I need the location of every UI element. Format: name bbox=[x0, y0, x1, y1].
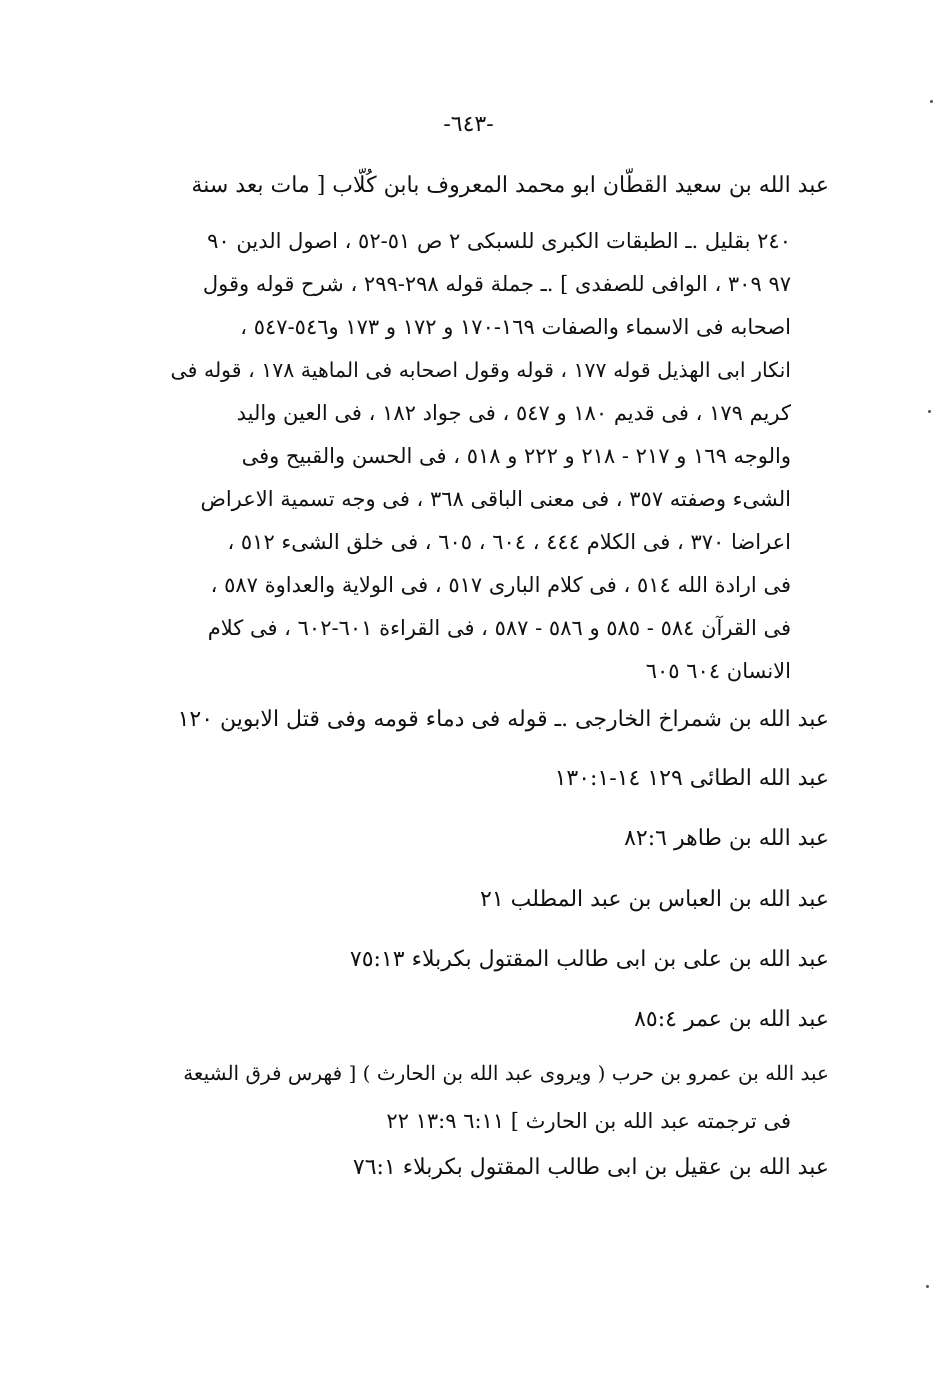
entry-line: اصحابه فى الاسماء والصفات ١٦٩-١٧٠ و ١٧٢ و ١٧٣ و٥٤٦-٥٤٧ ، bbox=[240, 315, 791, 339]
entry-heading: عبد الله بن عمرو بن حرب ( ويروى عبد الله بن الحارث ) [ فهرس فرق الشيعة bbox=[183, 1061, 829, 1085]
scan-speck bbox=[930, 100, 933, 103]
entry-line: والوجه ١٦٩ و ٢١٧ - ٢١٨ و ٢٢٢ و ٥١٨ ، فى الحسن والقبيح وفى bbox=[241, 444, 791, 468]
entry-line: ٩٧ ٣٠٩ ، الوافى للصفدى ] .ـ جملة قوله ٢٩٨-٢٩٩ ، شرح قوله وقول bbox=[202, 272, 791, 296]
entry-line: ٢٤٠ بقليل .ـ الطبقات الكبرى للسبكى ٢ ص ٥١-٥٢ ، اصول الدين ٩٠ bbox=[207, 229, 791, 253]
entry-heading: عبد الله بن عقيل بن ابى طالب المقتول بكربلاء ٧٦:١ bbox=[352, 1155, 829, 1180]
entry-heading: عبد الله بن عمر ٨٥:٤ bbox=[634, 1007, 829, 1032]
entry-line: الشىء وصفته ٣٥٧ ، فى معنى الباقى ٣٦٨ ، فى وجه تسمية الاعراض bbox=[200, 487, 791, 511]
entry-line: فى ارادة الله ٥١٤ ، فى كلام البارى ٥١٧ ، فى الولاية والعداوة ٥٨٧ ، bbox=[210, 573, 791, 597]
scan-speck bbox=[926, 1285, 929, 1288]
entry-heading: عبد الله بن سعيد القطّان ابو محمد المعروف بابن كُلّاب [ مات بعد سنة bbox=[191, 173, 829, 198]
entry-line: فى القرآن ٥٨٤ - ٥٨٥ و ٥٨٦ - ٥٨٧ ، فى القراءة ٦٠١-٦٠٢ ، فى كلام bbox=[207, 616, 791, 640]
entry-line: فى ترجمته عبد الله بن الحارث ] ٦:١١ ١٣:٩ ٢٢ bbox=[386, 1109, 791, 1133]
entry-line: اعراضا ٣٧٠ ، فى الكلام ٤٤٤ ، ٦٠٤ ، ٦٠٥ ، فى خلق الشىء ٥١٢ ، bbox=[227, 530, 791, 554]
entry-heading: عبد الله بن شمراخ الخارجى .ـ قوله فى دماء قومه وفى قتل الابوين ١٢٠ bbox=[177, 707, 829, 732]
entry-heading: عبد الله الطائى ١٢٩ ١٤-١٣٠:١ bbox=[554, 766, 829, 791]
entry-heading: عبد الله بن طاهر ٨٢:٦ bbox=[624, 826, 829, 851]
entry-line: كريم ١٧٩ ، فى قديم ١٨٠ و ٥٤٧ ، فى جواد ١٨٢ ، فى العين واليد bbox=[236, 401, 791, 425]
entry-line: الانسان ٦٠٤ ٦٠٥ bbox=[645, 659, 791, 683]
entry-heading: عبد الله بن على بن ابى طالب المقتول بكربلاء ٧٥:١٣ bbox=[349, 947, 829, 972]
entry-heading: عبد الله بن العباس بن عبد المطلب ٢١ bbox=[480, 887, 829, 912]
page-number: -٦٤٣- bbox=[443, 112, 494, 137]
scan-speck bbox=[928, 410, 931, 413]
entry-line: انكار ابى الهذيل قوله ١٧٧ ، قوله وقول اصحابه فى الماهية ١٧٨ ، قوله فى bbox=[170, 358, 791, 382]
